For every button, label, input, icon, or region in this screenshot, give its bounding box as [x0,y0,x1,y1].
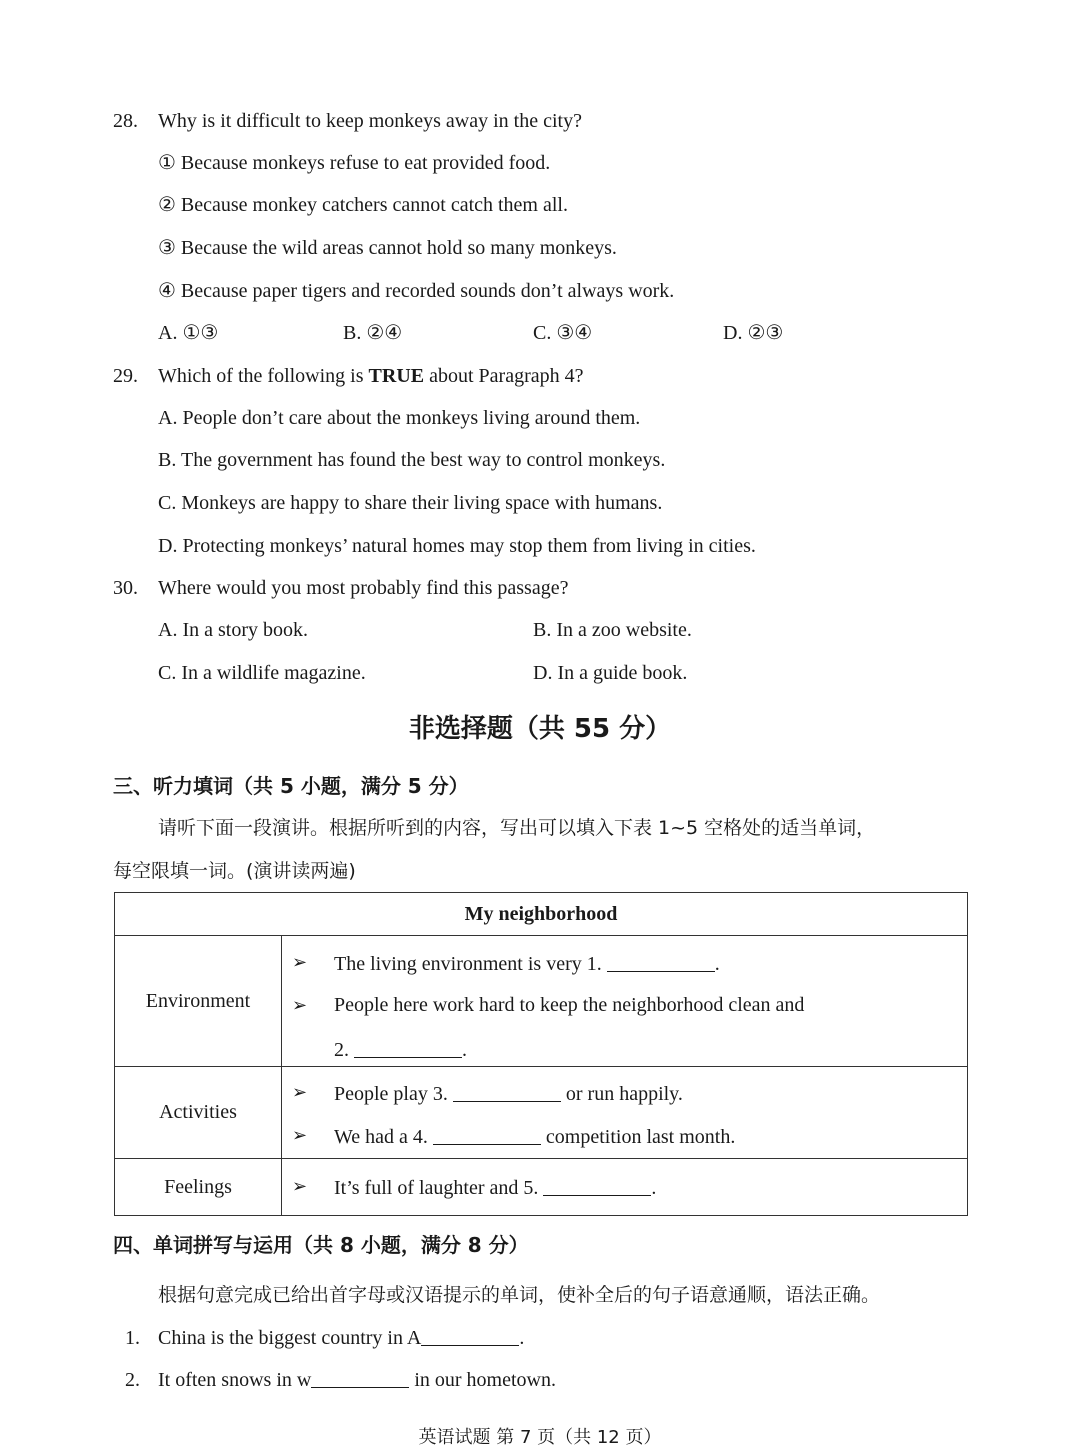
q29-number: 29. [113,365,138,387]
part4-q1-blank[interactable] [421,1325,519,1346]
q28-number: 28. [113,110,138,132]
q28-item-3: ③ Because the wild areas cannot hold so many monkeys. [158,237,617,259]
q29-question [158,363,584,389]
part3-instruction-line1: 请听下面一段演讲。根据所听到的内容，写出可以填入下表 1~5 空格处的适当单词， [158,817,876,839]
q30-option-d: D. In a guide book. [533,662,688,684]
env-line-1-text: The living environment is very 1. [334,953,602,975]
q29-question-emphasis: TRUE [368,365,425,387]
q29-question-b: about Paragraph 4? [424,365,584,387]
row-content-activities [282,1067,968,1159]
q30-question: Where would you most probably find this passage? [158,577,569,599]
q30-option-b: B. In a zoo website. [533,619,692,641]
row-content-feelings [282,1159,968,1216]
part4-q2-blank[interactable] [311,1367,409,1388]
section-title: 非选择题（共 55 分） [408,714,672,744]
env-line-3 [334,1037,467,1062]
part4-q1-number: 1. [125,1327,140,1349]
bullet-arrow-icon: ➢ [292,1176,308,1196]
page-footer: 英语试题 第 7 页（共 12 页） [418,1427,662,1448]
part4-q2 [158,1367,556,1393]
q28-option-a: A. ①③ [158,322,219,344]
blank-4[interactable] [433,1124,541,1145]
q30-option-a: A. In a story book. [158,619,308,641]
q28-option-b: B. ②④ [343,322,403,344]
env-line-3-period: . [462,1039,467,1061]
row-label-activities: Activities [115,1067,282,1159]
blank-3[interactable] [453,1081,561,1102]
env-line-1 [334,951,720,976]
blank-2[interactable] [354,1037,462,1058]
q29-option-d: D. Protecting monkeys’ natural homes may stop them from living in cities. [158,535,756,557]
part4-instruction: 根据句意完成已给出首字母或汉语提示的单词，使补全后的句子语意通顺，语法正确。 [158,1284,881,1306]
act-line-2-end: competition last month. [545,1126,736,1148]
bullet-arrow-icon: ➢ [292,1125,308,1145]
act-line-2 [334,1124,735,1149]
row-content-environment [282,936,968,1067]
q28-question: Why is it difficult to keep monkeys away in the city? [158,110,582,132]
q30-number: 30. [113,577,138,599]
env-line-2: People here work hard to keep the neighborhood clean and [334,994,805,1016]
neighborhood-table [114,892,968,1216]
feel-line-1 [334,1175,656,1200]
feel-line-1-period: . [651,1177,657,1199]
act-line-2-text: We had a 4. [334,1126,428,1148]
blank-1[interactable] [607,951,715,972]
q29-question-a: Which of the following is [158,365,369,387]
bullet-arrow-icon: ➢ [292,1082,308,1102]
q28-option-c: C. ③④ [533,322,593,344]
part4-q1-end: . [519,1327,525,1349]
env-line-3-text: 2. [334,1039,349,1061]
act-line-1 [334,1081,683,1106]
q28-item-1: ① Because monkeys refuse to eat provided food. [158,152,551,174]
q29-option-b: B. The government has found the best way to control monkeys. [158,449,666,471]
part4-q2-number: 2. [125,1369,140,1391]
row-label-feelings: Feelings [115,1159,282,1216]
q28-item-4: ④ Because paper tigers and recorded sounds don’t always work. [158,280,675,302]
blank-5[interactable] [543,1175,651,1196]
q30-option-c: C. In a wildlife magazine. [158,662,366,684]
env-line-1-period: . [714,953,720,975]
part4-q2-end: in our hometown. [414,1369,556,1391]
q29-option-a: A. People don’t care about the monkeys living around them. [158,407,641,429]
q28-option-d: D. ②③ [723,322,784,344]
act-line-1-text: People play 3. [334,1083,448,1105]
row-label-environment: Environment [115,936,282,1067]
part3-instruction-line2: 每空限填一词。(演讲读两遍) [113,860,356,882]
q28-item-2: ② Because monkey catchers cannot catch them all. [158,194,568,216]
part4-q2-text: It often snows in w [158,1369,312,1391]
bullet-arrow-icon: ➢ [292,995,308,1015]
feel-line-1-text: It’s full of laughter and 5. [334,1177,539,1199]
part4-q1-text: China is the biggest country in A [158,1327,422,1349]
act-line-1-end: or run happily. [565,1083,683,1105]
part4-q1 [158,1325,524,1351]
part3-title: 三、听力填词（共 5 小题，满分 5 分） [113,774,469,798]
table-title: My neighborhood [115,893,968,936]
part4-title: 四、单词拼写与运用（共 8 小题，满分 8 分） [113,1233,529,1257]
bullet-arrow-icon: ➢ [292,952,308,972]
q29-option-c: C. Monkeys are happy to share their living space with humans. [158,492,663,514]
